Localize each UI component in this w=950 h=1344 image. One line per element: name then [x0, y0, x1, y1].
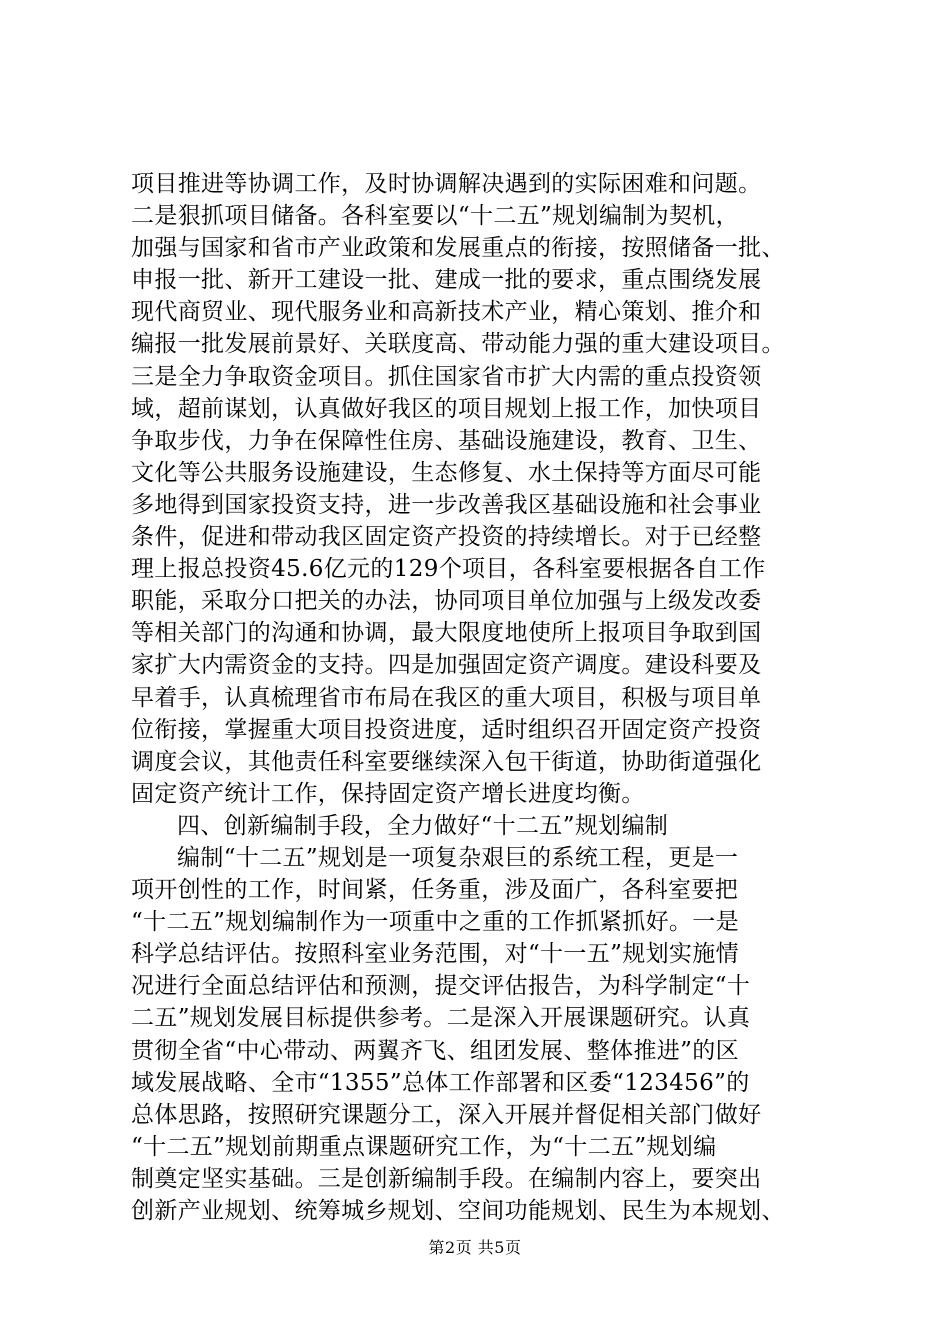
text-line: 加强与国家和省市产业政策和发展重点的衔接，按照储备一批、	[131, 235, 785, 262]
paragraph-first-line: 编制“十二五”规划是一项复杂艰巨的系统工程，更是一	[177, 844, 739, 871]
text-line: 多地得到国家投资支持，进一步改善我区基础设施和社会事业	[131, 491, 762, 518]
text-line: 况进行全面总结评估和预测，提交评估报告，为科学制定“十	[131, 973, 751, 1000]
text-line: 创新产业规划、统筹城乡规划、空间功能规划、民生为本规划、	[131, 1198, 785, 1224]
text-line: 理上报总投资45.6亿元的129个项目，各科室要根据各自工作	[131, 556, 766, 583]
text-line: 现代商贸业、现代服务业和高新技术产业，精心策划、推介和	[131, 299, 762, 326]
text-line: 早着手，认真梳理省市布局在我区的重大项目，积极与项目单	[131, 684, 762, 711]
text-line: 文化等公共服务设施建设，生态修复、水土保持等方面尽可能	[131, 459, 762, 486]
text-line: 条件，促进和带动我区固定资产投资的持续增长。对于已经整	[131, 524, 762, 551]
page-number-footer: 第2页 共5页	[428, 1238, 522, 1257]
section-heading: 四、创新编制手段，全力做好“十二五”规划编制	[177, 812, 669, 839]
text-line: 职能，采取分口把关的办法，协同项目单位加强与上级发改委	[131, 588, 762, 615]
text-line: 争取步伐，力争在保障性住房、基础设施建设，教育、卫生、	[131, 427, 762, 454]
text-line: 域发展战略、全市“1355”总体工作部署和区委“123456”的	[131, 1069, 750, 1096]
document-body	[131, 168, 851, 1227]
text-line: 总体思路，按照研究课题分工，深入开展并督促相关部门做好	[131, 1101, 762, 1128]
text-line: 固定资产统计工作，保持固定资产增长进度均衡。	[131, 780, 645, 807]
text-line: 二是狠抓项目储备。各科室要以“十二五”规划编制为契机，	[131, 203, 739, 230]
text-line: 编报一批发展前景好、关联度高、带动能力强的重大建设项目。	[131, 331, 785, 358]
text-line: “十二五”规划前期重点课题研究工作，为“十二五”规划编	[131, 1133, 717, 1160]
text-line: 三是全力争取资金项目。抓住国家省市扩大内需的重点投资领	[131, 363, 762, 390]
text-line: 二五”规划发展目标提供参考。二是深入开展课题研究。认真	[131, 1005, 751, 1032]
text-line: 制奠定坚实基础。三是创新编制手段。在编制内容上，要突出	[131, 1165, 762, 1192]
text-line: 贯彻全省“中心带动、两翼齐飞、组团发展、整体推进”的区	[131, 1037, 739, 1064]
text-line: 域，超前谋划，认真做好我区的项目规划上报工作，加快项目	[131, 395, 762, 422]
text-line: “十二五”规划编制作为一项重中之重的工作抓紧抓好。一是	[131, 909, 739, 936]
text-line: 等相关部门的沟通和协调，最大限度地使所上报项目争取到国	[131, 620, 762, 647]
text-line: 科学总结评估。按照科室业务范围，对“十一五”规划实施情	[131, 941, 739, 968]
text-line: 家扩大内需资金的支持。四是加强固定资产调度。建设科要及	[131, 652, 762, 679]
text-line: 申报一批、新开工建设一批、建成一批的要求，重点围绕发展	[131, 267, 762, 294]
text-line: 项开创性的工作，时间紧，任务重，涉及面广，各科室要把	[131, 877, 739, 904]
text-line: 项目推进等协调工作，及时协调解决遇到的实际困难和问题。	[131, 171, 762, 197]
text-line: 位衔接，掌握重大项目投资进度，适时组织召开固定资产投资	[131, 716, 762, 743]
text-line: 调度会议，其他责任科室要继续深入包干街道，协助街道强化	[131, 748, 762, 775]
